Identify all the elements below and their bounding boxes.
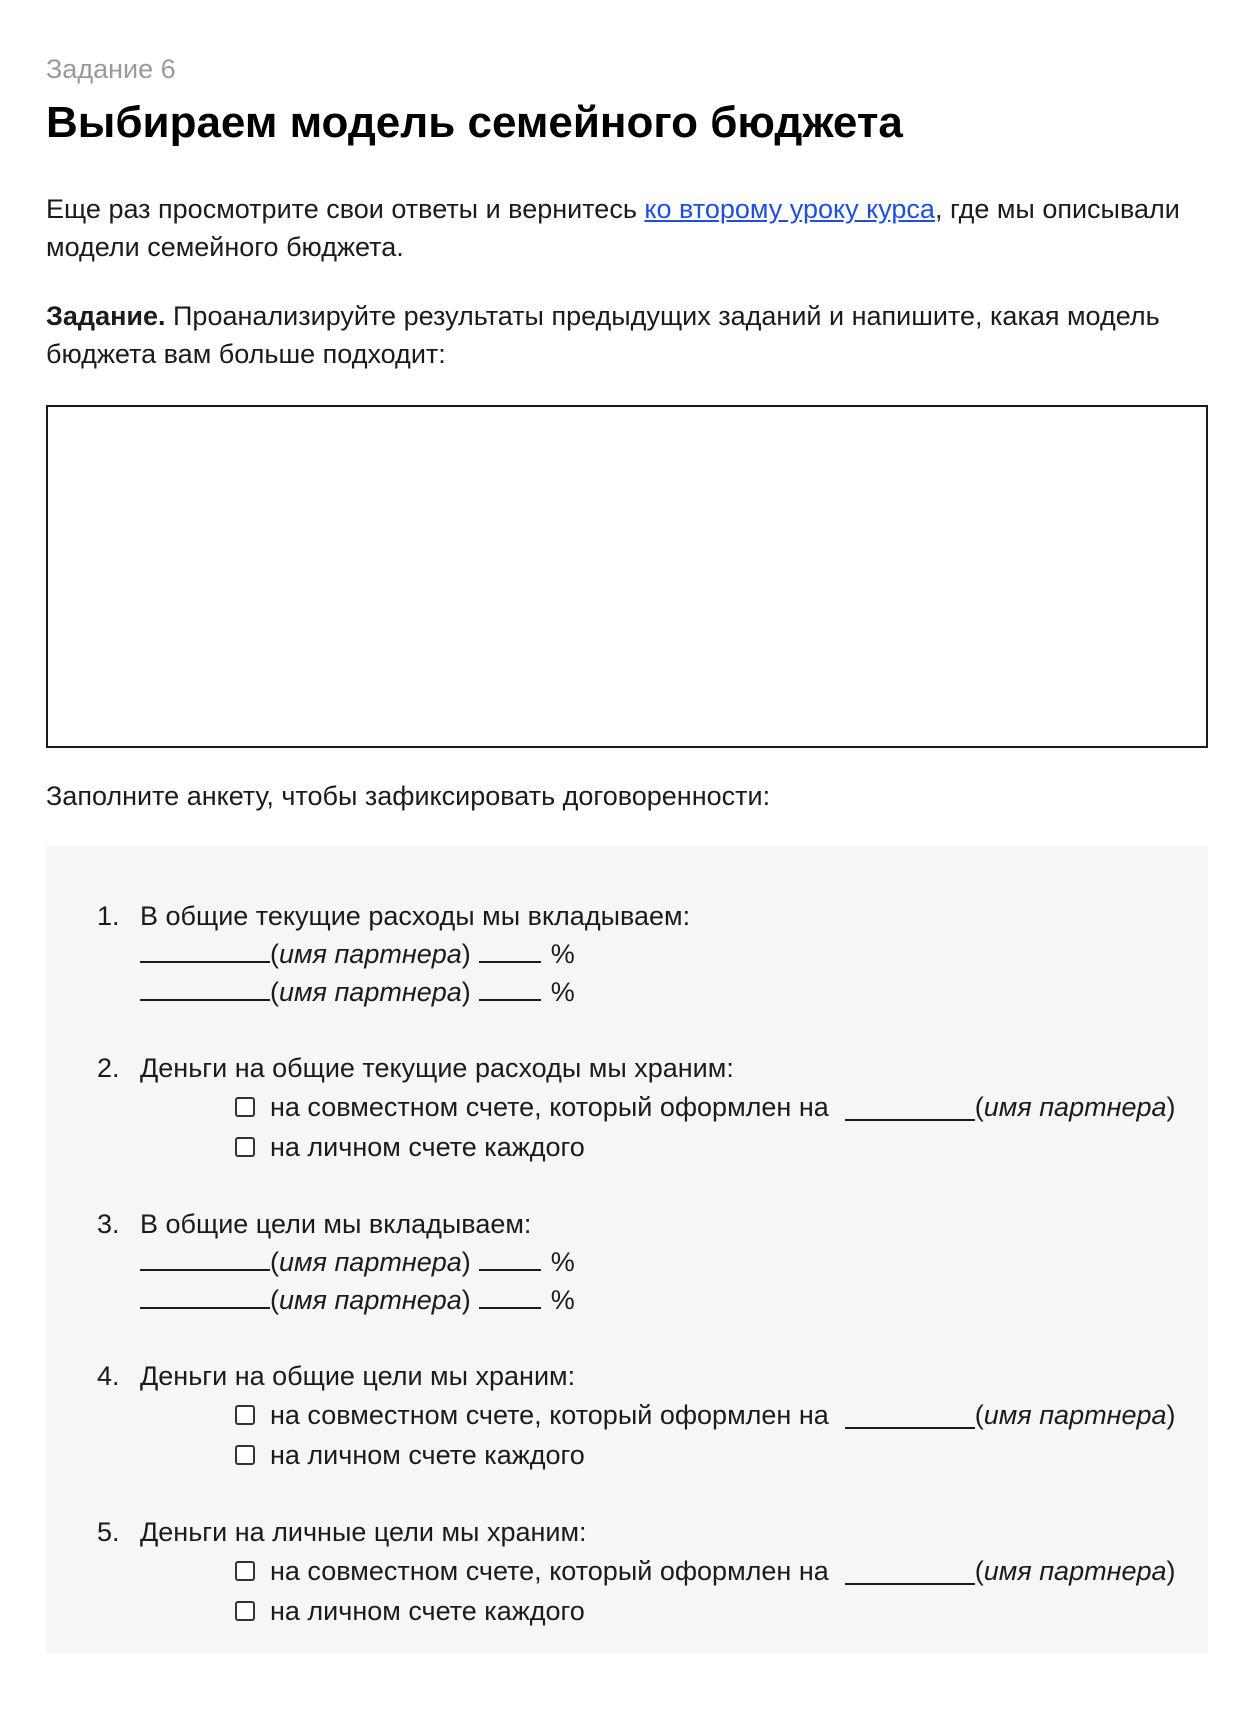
percent-sign: % xyxy=(550,977,575,1007)
partner-share-row: (имя партнера) % xyxy=(97,973,1208,1011)
percent-blank[interactable] xyxy=(479,1282,541,1309)
task-paragraph xyxy=(46,297,1212,373)
partner-name-hint: имя партнера xyxy=(983,1092,1167,1122)
question-number: 3. xyxy=(97,1209,120,1239)
task-number: Задание 6 xyxy=(46,54,176,84)
intro-text-start: Еще раз просмотрите свои ответы и вернитесь xyxy=(46,194,645,224)
joint-account-checkbox[interactable] xyxy=(235,1561,255,1581)
question-number: 2. xyxy=(97,1053,120,1083)
option-label: на совместном счете, который оформлен на xyxy=(270,1556,829,1586)
option-label: на личном счете каждого xyxy=(270,1596,585,1626)
question-4 xyxy=(97,1357,1208,1475)
question-3 xyxy=(97,1205,1208,1319)
joint-account-checkbox[interactable] xyxy=(235,1097,255,1117)
form-intro: Заполните анкету, чтобы зафиксировать договоренности: xyxy=(46,781,771,811)
question-number: 1. xyxy=(97,901,120,931)
option-label: на личном счете каждого xyxy=(270,1440,585,1470)
question-text: Деньги на общие цели мы храним: xyxy=(140,1361,576,1391)
partner-name-blank[interactable] xyxy=(140,936,270,963)
percent-sign: % xyxy=(550,1285,575,1315)
partner-name-hint: имя партнера xyxy=(279,939,462,969)
task-text: Проанализируйте результаты предыдущих заданий и напишите, какая модель бюджета вам больше подходит: xyxy=(46,301,1160,369)
partner-name-hint: имя партнера xyxy=(279,1285,462,1315)
percent-sign: % xyxy=(550,1247,575,1277)
partner-name-hint: имя партнера xyxy=(279,977,462,1007)
question-number: 4. xyxy=(97,1361,120,1391)
partner-share-row: (имя партнера) % xyxy=(97,1281,1208,1319)
question-text: В общие цели мы вкладываем: xyxy=(140,1209,532,1239)
question-text: Деньги на личные цели мы храним: xyxy=(140,1517,587,1547)
partner-name-blank[interactable] xyxy=(140,1244,270,1271)
question-1 xyxy=(97,897,1208,1011)
question-text: Деньги на общие текущие расходы мы храним: xyxy=(140,1053,734,1083)
partner-name-blank[interactable] xyxy=(845,1402,975,1429)
percent-blank[interactable] xyxy=(479,936,541,963)
personal-account-checkbox[interactable] xyxy=(235,1601,255,1621)
intro-text-end: , где мы описывали модели семейного бюджета. xyxy=(46,194,1180,262)
partner-name-blank[interactable] xyxy=(140,1282,270,1309)
option-label: на совместном счете, который оформлен на xyxy=(270,1400,829,1430)
partner-name-hint: имя партнера xyxy=(279,1247,462,1277)
worksheet-page xyxy=(46,52,1212,1653)
option-joint-account: на совместном счете, который оформлен на ( имя партнера ) xyxy=(97,1087,1208,1127)
partner-name-hint: имя партнера xyxy=(983,1556,1167,1586)
percent-blank[interactable] xyxy=(479,1244,541,1271)
percent-sign: % xyxy=(550,939,575,969)
task-label: Задание. xyxy=(46,301,166,331)
intro-paragraph xyxy=(46,190,1212,266)
partner-name-blank[interactable] xyxy=(845,1094,975,1121)
percent-blank[interactable] xyxy=(479,974,541,1001)
option-personal-account xyxy=(97,1127,1208,1167)
question-2 xyxy=(97,1049,1208,1167)
option-personal-account xyxy=(97,1591,1208,1631)
question-number: 5. xyxy=(97,1517,120,1547)
partner-share-row: (имя партнера) % xyxy=(97,935,1208,973)
option-joint-account: на совместном счете, который оформлен на ( имя партнера ) xyxy=(97,1395,1208,1435)
partner-name-blank[interactable] xyxy=(845,1558,975,1585)
personal-account-checkbox[interactable] xyxy=(235,1445,255,1465)
option-joint-account: на совместном счете, который оформлен на ( имя партнера ) xyxy=(97,1551,1208,1591)
question-text: В общие текущие расходы мы вкладываем: xyxy=(140,901,691,931)
partner-name-blank[interactable] xyxy=(140,974,270,1001)
answer-box[interactable] xyxy=(46,405,1208,748)
partner-share-row: (имя партнера) % xyxy=(97,1243,1208,1281)
partner-name-hint: имя партнера xyxy=(983,1400,1167,1430)
option-label: на совместном счете, который оформлен на xyxy=(270,1092,829,1122)
personal-account-checkbox[interactable] xyxy=(235,1137,255,1157)
page-title: Выбираем модель семейного бюджета xyxy=(46,98,903,147)
option-personal-account xyxy=(97,1435,1208,1475)
option-label: на личном счете каждого xyxy=(270,1132,585,1162)
joint-account-checkbox[interactable] xyxy=(235,1405,255,1425)
question-5 xyxy=(97,1513,1208,1631)
lesson-two-link[interactable]: ко второму уроку курса xyxy=(644,194,935,224)
questionnaire-panel xyxy=(46,846,1208,1653)
